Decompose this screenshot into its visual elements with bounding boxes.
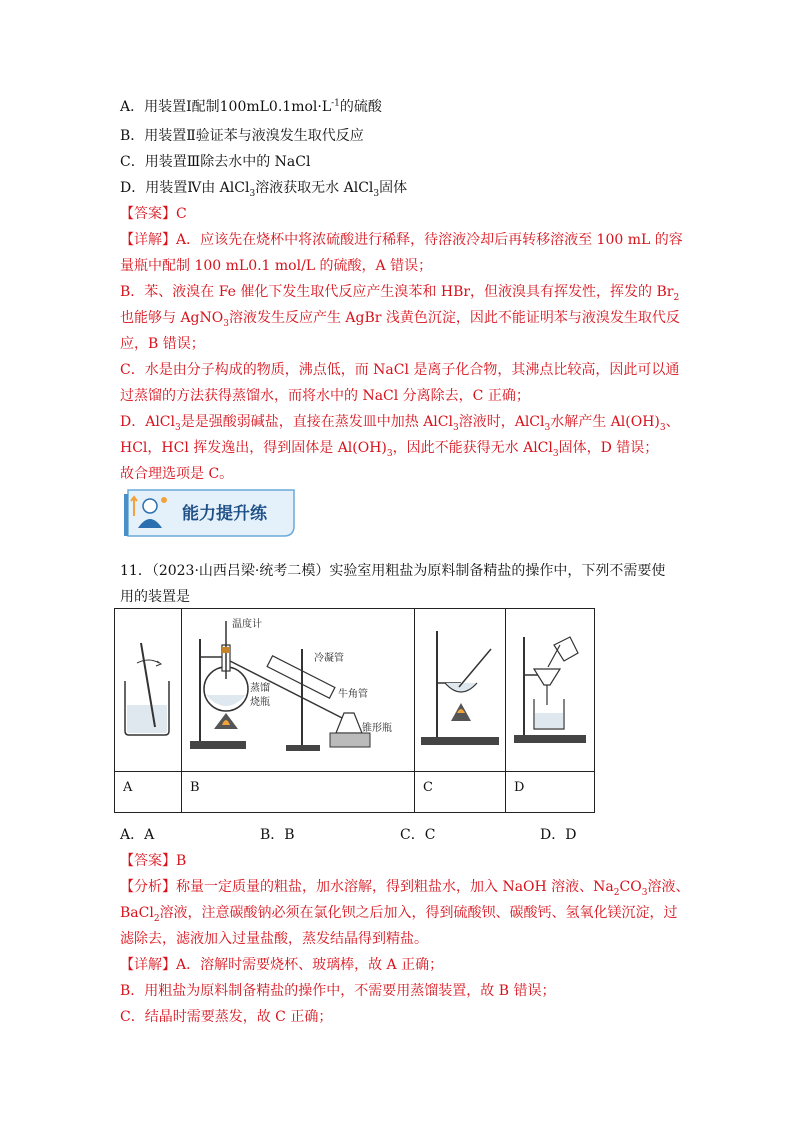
q11-choice-b: B．B xyxy=(260,827,295,843)
q10-detail-d-line2: HCl，HCl 挥发逸出，得到固体是 $Al(OH)_3$，因此不能获得无水 AlCl$_3$固体，D 错误； xyxy=(120,440,659,459)
apparatus-d xyxy=(506,609,595,772)
q11-choice-c: C．C xyxy=(400,827,436,843)
q10-option-c: C．用装置Ⅲ除去水中的 NaCl xyxy=(120,154,311,170)
beaker-stirring-icon xyxy=(115,609,181,767)
section-badge-text: 能力提升练 xyxy=(182,504,267,524)
table-label-a: A xyxy=(115,772,182,813)
q11-analysis-line2: BaCl$_2$溶液，注意碳酸钠必须在氯化钡之后加入，得到硫酸钡、碳酸钙、氢氧化镁沉淀，过 xyxy=(120,905,678,924)
evaporation-apparatus-icon xyxy=(415,609,505,767)
q11-detail-c: C．结晶时需要蒸发，故 C 正确； xyxy=(120,1009,333,1025)
q10-detail-d-line1: D．AlCl$_3$是是强酸弱碱盐，直接在蒸发皿中加热 AlCl$_3$溶液时，AlCl$_3$水解产生 $Al(OH)_3$、 xyxy=(120,414,680,433)
distillation-apparatus-icon xyxy=(182,609,414,767)
label-flask: 蒸馏 xyxy=(250,683,270,694)
label-conical: 锥形瓶 xyxy=(362,723,392,734)
filtration-apparatus-icon xyxy=(506,609,594,767)
apparatus-c xyxy=(415,609,506,772)
q10-detail-c-line2: 过蒸馏的方法获得蒸馏水，而将水中的 NaCl 分离除去，C 正确； xyxy=(120,388,530,404)
q11-choice-d: D．D xyxy=(540,827,577,843)
q10-answer-tag: 【答案】C xyxy=(120,206,187,222)
apparatus-b xyxy=(182,609,415,772)
q11-choice-a: A．A xyxy=(120,827,155,843)
q11-answer-tag: 【答案】B xyxy=(120,853,187,869)
q11-analysis-line1: 【分析】称量一定质量的粗盐，加水溶解，得到粗盐水，加入 NaOH 溶液、$Na_2CO_3$溶液、 xyxy=(120,879,690,898)
table-label-d: D xyxy=(506,772,595,813)
table-label-b: B xyxy=(182,772,415,813)
q10-option-d: D．用装置Ⅳ由 AlCl$_3$溶液获取无水 AlCl$_3$固体 xyxy=(120,180,408,199)
q10-detail-a-line1: 【详解】A．应该先在烧杯中将浓硫酸进行稀释，待溶液冷却后再转移溶液至 100 mL 的容 xyxy=(120,232,683,248)
label-adapter: 牛角管 xyxy=(338,689,368,700)
q10-detail-b-line2: 也能够与 AgNO$_3$溶液发生反应产生 AgBr 浅黄色沉淀，因此不能证明苯与液溴发生取代反 xyxy=(120,310,680,329)
q10-detail-b-line1: B．苯、液溴在 Fe 催化下发生取代反应产生溴苯和 HBr，但液溴具有挥发性，挥发的 $Br_2$ xyxy=(120,284,680,303)
q11-stem-line1: 11．（2023·山西吕梁·统考二模）实验室用粗盐为原料制备精盐的操作中，下列不需要使 xyxy=(120,563,666,579)
label-condenser: 冷凝管 xyxy=(314,653,344,664)
label-flask2: 烧瓶 xyxy=(250,697,270,708)
table-label-c: C xyxy=(415,772,506,813)
apparatus-a xyxy=(115,609,182,772)
q11-detail-b: B．用粗盐为原料制备精盐的操作中，不需要用蒸馏装置，故 B 错误； xyxy=(120,983,556,999)
label-thermometer: 温度计 xyxy=(232,619,262,630)
section-badge xyxy=(122,486,300,540)
q10-detail-a-line2: 量瓶中配制 100 mL0.1 mol/L 的硫酸，A 错误； xyxy=(120,258,433,274)
q10-option-a: A．用装置Ⅰ配制$100mL0.1mol\cdot L^{-1}$的硫酸 xyxy=(120,98,382,115)
q11-detail-a: 【详解】A．溶解时需要烧杯、玻璃棒，故 A 正确； xyxy=(120,957,444,973)
q10-detail-b-line3: 应，B 错误； xyxy=(120,336,205,352)
q11-stem-line2: 用的装置是 xyxy=(120,589,190,605)
q11-analysis-line3: 滤除去，滤液加入过量盐酸，蒸发结晶得到精盐。 xyxy=(120,931,428,947)
q10-conclusion: 故合理选项是 C。 xyxy=(120,466,234,482)
q10-detail-c-line1: C．水是由分子构成的物质，沸点低，而 NaCl 是离子化合物，其沸点比较高，因此可以通 xyxy=(120,362,680,378)
q11-apparatus-table xyxy=(114,608,595,813)
q10-option-b: B．用装置Ⅱ验证苯与液溴发生取代反应 xyxy=(120,128,364,144)
